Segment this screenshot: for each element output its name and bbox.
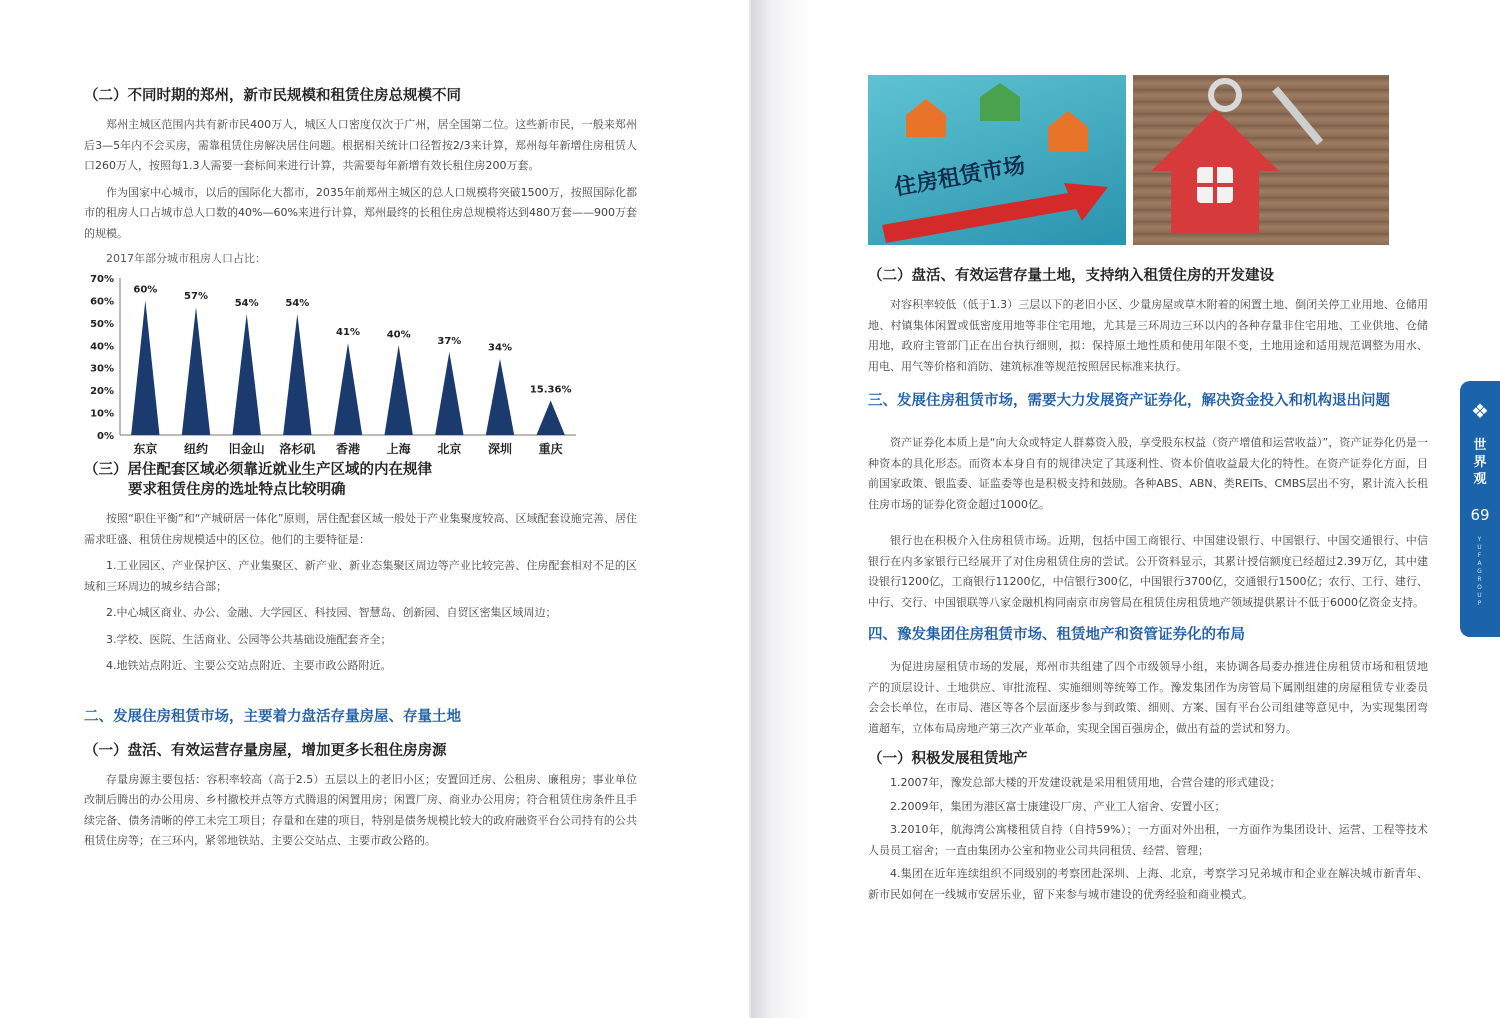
data-label: 41%: [336, 327, 360, 339]
section-title-line2: 要求租赁住房的选址特点比较明确: [128, 482, 346, 498]
section-title: （三）居住配套区域必须靠近就业生产区域的内在规律: [84, 462, 432, 478]
data-label: 54%: [285, 297, 310, 309]
y-tick-label: 50%: [90, 318, 114, 330]
data-label: 54%: [234, 297, 259, 309]
list-item: 1.2007年，豫发总部大楼的开发建设就是采用租赁用地，合营合建的形式建设；: [890, 776, 1281, 789]
paragraph: 为促进房屋租赁市场的发展，郑州市共组建了四个市级领导小组，来协调各局委办推进住房租赁市场和租赁地产的顶层设计、土地供应、审批流程、实施细则等统筹工作。豫发集团作为房管局下属刚组建的房屋租赁专业委员会会长单位，在市局、港区等各个层面逐步参与到政策、细则、方案、国有平台公司组建等意见中，为实现集团弯道超车，立体布局房地产第三次产业革命，实现全国百强房企，做出有益的尝试和努力。: [868, 660, 1428, 735]
chart-bar: [131, 300, 159, 435]
data-label: 37%: [437, 336, 462, 348]
chart-bar: [486, 359, 514, 435]
chart-bar: [536, 401, 564, 435]
x-tick-label: 重庆: [538, 442, 563, 456]
section-title: （一）盘活、有效运营存量房屋，增加更多长租住房房源: [84, 742, 447, 759]
left-column: [84, 86, 637, 858]
y-tick-label: 60%: [90, 296, 114, 308]
section-title: （二）不同时期的郑州，新市民规模和租赁住房总规模不同: [84, 88, 461, 104]
chart-bar: [182, 307, 210, 435]
list-item: 2.2009年，集团为港区富士康建设厂房、产业工人宿舍、安置小区；: [890, 799, 1226, 813]
chapter-heading: 三、发展住房租赁市场，需要大力发展资产证券化，解决资金投入和机构退出问题: [868, 393, 1390, 409]
chart-bar: [232, 314, 260, 435]
list-item: 1.工业园区、产业保护区、产业集聚区、新产业、新业态集聚区周边等产业比较完善、住房配套相对不足的区域和三环周边的城乡结合部；: [84, 559, 637, 593]
list-item: 3.2010年，航海湾公寓楼租赁自持（自持59%）；一方面对外出租，一方面作为集团设计、运营、工程等技术人员员工宿舍；一直由集团办公室和物业公司共同租赁、经营、管理；: [868, 823, 1428, 857]
list-item: 3.学校、医院、生活商业、公园等公共基础设施配套齐全；: [106, 632, 392, 646]
chapter-heading: 二、发展住房租赁市场，主要着力盘活存量房屋、存量土地: [84, 708, 461, 725]
data-label: 60%: [133, 284, 158, 296]
section-title: （一）积极发展租赁地产: [868, 751, 1028, 767]
side-tab: [1460, 381, 1500, 637]
chart-caption: 2017年部分城市租房人口占比：: [106, 252, 266, 265]
y-tick-label: 20%: [90, 386, 114, 398]
x-tick-label: 上海: [386, 442, 411, 456]
data-label: 15.36%: [529, 384, 572, 396]
paragraph: 按照“职住平衡”和“产城研居一体化”原则，居住配套区域一般处于产业集聚度较高、区域配套设施完善、居住需求旺盛、租赁住房规模适中的区位。他们的主要特征是：: [84, 512, 637, 546]
data-label: 57%: [184, 291, 208, 303]
paragraph: 作为国家中心城市，以后的国际化大都市，2035年前郑州主城区的总人口规模将突破1500万，按照国际化都市的租房人口占城市总人口数的40%—60%来进行计算，郑州最终的长租住房总规模将达到480万套——900万套的规模。: [84, 185, 637, 240]
paragraph: 对容积率较低（低于1.3）三层以下的老旧小区、少量房屋或草木附着的闲置土地、倒闭关停工业用地、仓储用地、村镇集体闲置或低密度用地等非住宅用地，尤其是三环周边三环以内的各种存量非住宅用地、工业供地、仓储用地，政府主管部门正在出台执行细则，拟：保持原土地性质和使用年限不变，土地用途和适用规范调整为用水、用电、用气等价格和消防、建筑标准等规范按照居民标准来执行。: [868, 298, 1428, 373]
list-item: 4.集团在近年连续组织不同级别的考察团赴深圳、上海、北京，考察学习兄弟城市和企业在解决城市新青年、新市民如何在一线城市安居乐业，留下来参与城市建设的优秀经验和商业模式。: [868, 867, 1428, 901]
right-column: [868, 266, 1428, 908]
section-title: （二）盘活、有效运营存量土地，支持纳入租赁住房的开发建设: [868, 268, 1274, 284]
x-tick-label: 纽约: [183, 442, 209, 456]
x-tick-label: 旧金山: [228, 442, 265, 456]
paragraph: 银行也在积极介入住房租赁市场。近期，包括中国工商银行、中国建设银行、中国银行、中国交通银行、中信银行在内多家银行已经展开了对住房租赁住房的尝试。公开资料显示，其累计授信额度已经超过2.39万亿，其中建设银行1200亿，工商银行11200亿，中信银行300亿，中国银行3700亿，交通银行1500亿；农行、工行、建行、中行、交行、中国银联等八家金融机构同南京市房管局在租赁住房租赁地产领域提供累计不低于6000亿资金支持。: [868, 534, 1428, 609]
x-tick-label: 东京: [133, 442, 158, 456]
list-item: 2.中心城区商业、办公、金融、大学园区、科技园、智慧岛、创新园、自贸区密集区域周边；: [106, 606, 557, 619]
x-tick-label: 香港: [335, 442, 361, 456]
paragraph: 存量房源主要包括：容积率较高（高于2.5）五层以上的老旧小区；安置回迁房、公租房、廉租房；事业单位改制后腾出的办公用房、乡村撤校并点等方式腾退的闲置用房；闲置厂房、商业办公用房；符合租赁住房条件且手续完备、债务清晰的停工未完工项目；存量和在建的项目，特别是债务规模比较大的政府融资平台公司持有的公共租赁住房等；在三环内，紧邻地铁站、主要公交站点、主要市政公路的。: [84, 772, 637, 847]
chapter-heading: 四、豫发集团住房租赁市场、租赁地产和资管证券化的布局: [868, 627, 1245, 643]
paragraph: 郑州主城区范围内共有新市民400万人，城区人口密度仅次于广州，居全国第二位。这些新市民，一般来郑州后3—5年内不会买房，需靠租赁住房解决居住问题。根据相关统计口径暂按2/3来计算，郑州每年新增住房租赁人口260万人，按照每1.3人需要一套标间来进行计算，共需要每年新增有效长租住房200万套。: [84, 118, 637, 172]
houses-arrow-illustration: [868, 75, 1126, 245]
data-label: 40%: [386, 329, 411, 341]
left-page: [0, 0, 749, 1018]
y-tick-label: 0%: [97, 431, 114, 442]
y-tick-label: 70%: [90, 274, 114, 285]
brand-label: 世 界 观: [1473, 438, 1487, 487]
rental-population-chart: [84, 270, 584, 460]
rental-market-photo: [868, 75, 1126, 245]
page-number: 69: [1470, 506, 1490, 524]
data-label: 34%: [488, 342, 512, 354]
x-tick-label: 洛杉矶: [279, 442, 316, 456]
chart-bar: [384, 345, 412, 435]
paragraph: 资产证券化本质上是“向大众或特定人群募资入股，享受股东权益（资产增值和运营收益）”，资产证券化仍是一种资本的具化形态。而资本本身自有的规律决定了其逐利性、资本价值收益最大化的特性。在资产证券化方面，目前国家政策、银监委、证监委等也是积极支持和鼓励。各种ABS、ABN、类REITs、CMBS层出不穷，累计流入长租住房市场的证券化资金超过1000亿。: [868, 436, 1428, 511]
x-tick-label: 北京: [437, 442, 462, 456]
photo-caption-text: 住房租赁市场: [892, 153, 1028, 201]
brand-logo-icon: ❖: [1471, 399, 1489, 423]
y-tick-label: 40%: [90, 341, 114, 353]
house-key-illustration: [1133, 75, 1389, 245]
chart-bar: [283, 314, 311, 435]
y-tick-label: 30%: [90, 363, 114, 375]
list-item: 4.地铁站点附近、主要公交站点附近、主要市政公路附近。: [106, 659, 392, 672]
vertical-brand-text: Y U F A G R O U P: [1477, 536, 1483, 607]
chart-bar: [334, 343, 362, 435]
y-tick-label: 10%: [90, 408, 114, 420]
chart-bar: [435, 352, 463, 435]
x-tick-label: 深圳: [487, 442, 513, 456]
house-key-photo: [1133, 75, 1389, 245]
